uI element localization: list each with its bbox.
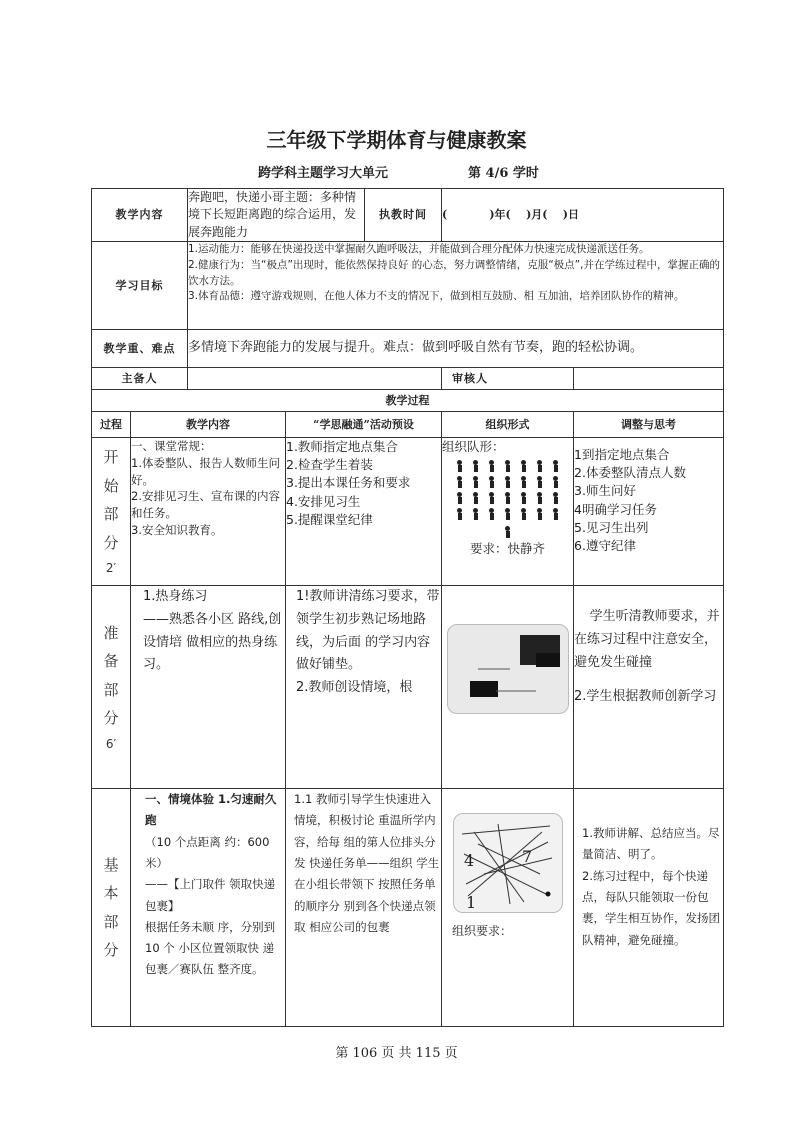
preparer-label: 主备人 <box>92 368 188 390</box>
document-title: 三年级下学期体育与健康教案 <box>266 128 527 152</box>
route-map-image <box>453 813 563 913</box>
basic-adjust-text: 1.教师讲解、总结应当。尽量简洁、明了。 <box>582 826 720 862</box>
preparer-value <box>188 368 442 390</box>
start-adjust-item: 6.遵守纪律 <box>574 537 636 553</box>
teacher-figure-icon <box>504 526 511 538</box>
prep-content-text: ——熟悉各小区 路线,创设情培 做相应的热身练 习。 <box>143 611 282 673</box>
basic-stage-label: 基 本 部 分 <box>92 789 131 1027</box>
start-activity-item: 5.提醒课堂纪律 <box>286 511 373 527</box>
formation-diagram <box>442 460 573 538</box>
start-content-item: 1.体委整队、报告人数师生问好。 <box>131 455 280 487</box>
start-activity-item: 4.安排见习生 <box>286 493 361 509</box>
start-adjust-item: 4明确学习任务 <box>574 501 657 517</box>
start-adjust-item: 5.见习生出列 <box>574 519 649 535</box>
col-stage: 过程 <box>92 412 131 438</box>
start-stage-label: 开 始 部 分 2′ <box>92 438 131 586</box>
goal-motor: 1.运动能力：能够在快递投送中掌握耐久跑呼吸法，并能做到合理分配体力快速完成快递派送任务。 <box>188 243 650 256</box>
unit-title: 跨学科主题学习大单元 <box>258 166 389 181</box>
col-content: 教学内容 <box>131 412 286 438</box>
preparer-row <box>92 368 724 390</box>
process-heading-row <box>92 390 724 412</box>
basic-activity-text: 1.1 教师引导学生快速进入情境，积极讨论 重温所学内容，给每 组的第人位排头分发 快递任务单——组织 学生在小组长带领下 按照任务单的顺序分 别到各个快递点领取 相应公司的包裹 <box>294 792 440 934</box>
start-adjust-item: 2.体委整队清点人数 <box>574 465 686 481</box>
start-activity-item: 1.教师指定地点集合 <box>286 439 398 455</box>
formation-requirement: 要求：快静齐 <box>470 541 546 557</box>
goals-row <box>92 242 724 330</box>
prep-adjust-text: 2.学生根据教师创新学习 <box>574 689 717 705</box>
start-content-item: 3.安全知识教育。 <box>131 522 223 537</box>
prep-activity-text: 1!教师讲清练习要求，带领学生初步熟记场地路线，为后面 的学习内容做好铺垫。 <box>296 589 440 673</box>
start-content-item: 2.安排见习生、宣布课的内容和任务。 <box>131 489 280 520</box>
content-label: 教学内容 <box>92 189 188 242</box>
route-point-1: 1 <box>465 893 476 913</box>
prep-content-heading: 1.热身练习 <box>143 589 208 605</box>
reviewer-value <box>574 368 724 390</box>
prep-activity-text: 2.教师创设情境，根 <box>296 680 413 696</box>
start-content-heading: 一、课堂常规： <box>131 439 212 454</box>
page-footer: 第 106 页 共 115 页 <box>335 1046 458 1061</box>
column-header-row <box>92 412 724 438</box>
start-adjust-item: 3.师生问好 <box>574 483 636 499</box>
time-label: 执教时间 <box>365 189 442 242</box>
basic-content-text: ——【上门取件 领取快递包裹】 <box>145 877 276 913</box>
time-value: ( )年( )月( )日 <box>442 189 724 242</box>
route-point-4: 4 <box>463 851 474 871</box>
content-value: 奔跑吧，快递小哥主题：多种情境下长短距离跑的综合运用，发展奔跑能力 <box>188 189 365 242</box>
start-section-row <box>92 438 724 586</box>
lesson-number: 第 4/6 学时 <box>468 166 539 181</box>
field-layout-image <box>447 624 569 714</box>
col-activity: “学思融通”活动预设 <box>286 412 442 438</box>
goals-label: 学习目标 <box>92 242 188 330</box>
prep-section-row <box>92 586 724 789</box>
key-points-value: 多情境下奔跑能力的发展与提升。难点：做到呼吸自然有节奏，跑的轻松协调。 <box>188 330 724 368</box>
prep-stage-label: 准 备 部 分 6′ <box>92 586 131 789</box>
process-heading: 教学过程 <box>92 390 724 412</box>
basic-content-text: 根据任务未顺 序，分别到 10 个 小区位置领取快 递包裹／赛队伍 整齐度。 <box>145 919 276 977</box>
start-activity-item: 3.提出本课任务和要求 <box>286 475 411 491</box>
formation-title: 组织队形： <box>442 439 505 455</box>
lesson-plan-table <box>91 188 724 1027</box>
prep-adjust-text: 学生听清教师要求，并在练习过程中注意安全，避免发生碰撞 <box>574 609 720 670</box>
start-activity-item: 2.检查学生着装 <box>286 457 373 473</box>
key-points-label: 教学重、难点 <box>92 330 188 368</box>
basic-content-title: 一、情境体验 1.匀速耐久跑 <box>145 792 277 828</box>
goal-health: 2.健康行为：当“极点”出现时，能依然保持良好 的心态，努力调整情绪，克服“极点”,并在学练过程中，掌握正确的饮水方法。 <box>188 258 720 287</box>
start-adjust-item: 1到指定地点集合 <box>574 447 670 463</box>
basic-content-text: （10 个点距离 约：600 米） <box>145 834 270 870</box>
basic-org-requirement: 组织要求： <box>452 924 513 939</box>
route-point-7: 7 <box>521 847 532 867</box>
content-row <box>92 189 724 242</box>
goal-ethics: 3.体育品德：遵守游戏规则，在他人体力不支的情况下，做到相互鼓励、相 互加油，培养团队协作的精神。 <box>188 290 685 303</box>
col-organization: 组织形式 <box>442 412 574 438</box>
reviewer-label: 审核人 <box>442 368 574 390</box>
key-points-row <box>92 330 724 368</box>
col-adjust: 调整与思考 <box>574 412 724 438</box>
basic-adjust-text: 2.练习过程中，每个快递 点，每队只能领取一份包 裹，学生相互协作，发扬团队精神，避免碰撞。 <box>582 868 721 947</box>
basic-section-row <box>92 789 724 1027</box>
